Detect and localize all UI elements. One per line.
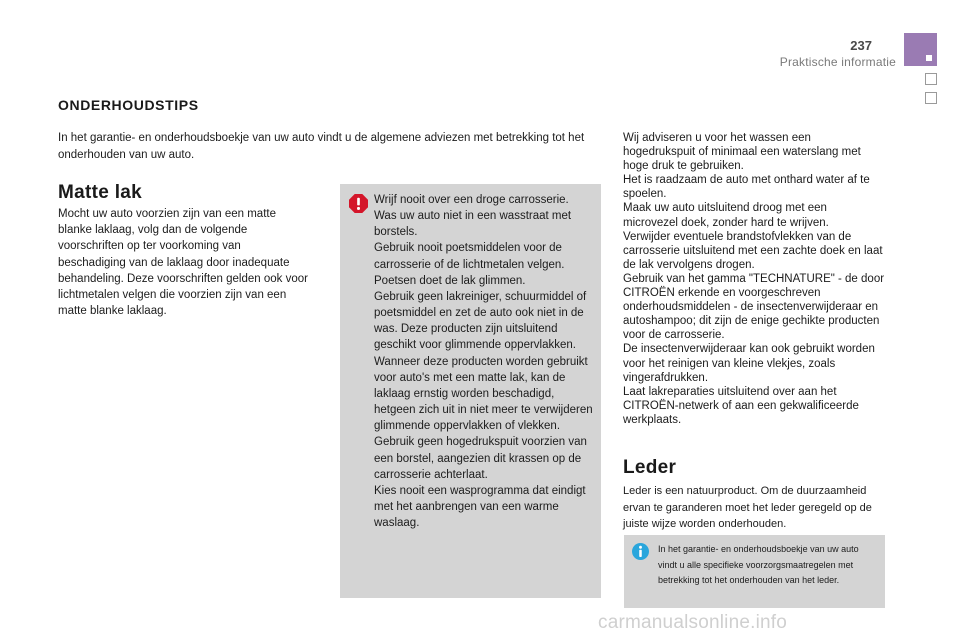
intro-paragraph: In het garantie- en onderhoudsboekje van uw auto vindt u de algemene adviezen met betrekking tot het onderhouden van uw auto. [58, 132, 585, 161]
matte-lak-heading: Matte lak [58, 182, 143, 203]
section-name: Praktische informatie [779, 55, 896, 69]
chapter-tab-active [904, 33, 937, 66]
matte-lak-paragraph: Mocht uw auto voorzien zijn van een matte blanke laklaag, volg dan de volgende voorschriften op ter voorkoming van beschadiging van de laklaag door inadequate behandeling. Deze voorschriften gelden ook voor lichtmetalen velgen die voorzien zijn van een matte blanke laklaag. [58, 208, 308, 318]
chapter-tab [925, 73, 937, 85]
chapter-tab [925, 92, 937, 104]
advice-line: Wij adviseren u voor het wassen een hogedrukspuit of minimaal een waterslang met hoge druk te gebruiken. [623, 132, 861, 173]
warning-line: Was uw auto niet in een wasstraat met borstels. [374, 210, 572, 239]
warning-line: Wrijf nooit over een droge carrosserie. [374, 194, 569, 206]
leder-paragraph: Leder is een natuurproduct. Om de duurzaamheid ervan te garanderen moet het leder geregeld op de juiste wijze worden onderhouden. [623, 485, 872, 530]
advice-line: Gebruik van het gamma "TECHNATURE" - de door CITROËN erkende en voorgeschreven onderhoudsmiddelen - de insectenverwijderaar en autoshampoo; dit zijn de enige gechikte producten voor de carrosserie. [623, 272, 885, 342]
advice-line: Laat lakreparaties uitsluitend over aan het CITROËN-netwerk of aan een gekwalificeerde werkplaats. [623, 385, 859, 426]
info-icon [632, 543, 649, 560]
warning-text [374, 192, 594, 531]
warning-line: Gebruik nooit poetsmiddelen voor de carrosserie of de lichtmetalen velgen. Poetsen doet de lak glimmen. [374, 242, 565, 287]
warning-line: Gebruik geen hogedrukspuit voorzien van een borstel, aangezien dit krassen op de carrosserie achterlaat. [374, 436, 587, 481]
warning-line: Gebruik geen lakreiniger, schuurmiddel of poetsmiddel en zet de auto ook niet in de was. Deze producten zijn uitsluitend geschikt voor glimmende oppervlakken. Wanneer deze producten worden gebruikt voor auto's met een matte lak, kan de laklaag ernstig worden beschadigd, hetgeen zich uit in niet meer te verwijderen glimmende oppervlakken of vlekken. [374, 290, 593, 433]
leder-heading: Leder [623, 457, 677, 478]
warning-icon [349, 194, 368, 213]
advice-line: Maak uw auto uitsluitend droog met een microvezel doek, zonder hard te wrijven. [623, 202, 829, 229]
washing-advice [623, 131, 885, 427]
watermark: carmanualsonline.info [598, 612, 788, 633]
warning-line: Kies nooit een wasprogramma dat eindigt met het aanbrengen van een warme waslaag. [374, 484, 586, 530]
page-title: ONDERHOUDSTIPS [58, 97, 199, 113]
advice-line: De insectenverwijderaar kan ook gebruikt worden voor het reinigen van kleine vlekjes, zoals vingerafdrukken. [623, 343, 875, 384]
info-note: In het garantie- en onderhoudsboekje van uw auto vindt u alle specifieke voorzorgsmaatregelen met betrekking tot het onderhouden van het leder. [658, 544, 859, 585]
page-number: 237 [850, 38, 872, 53]
advice-line: Het is raadzaam de auto met onthard water af te spoelen. [623, 174, 870, 201]
advice-line: Verwijder eventuele brandstofvlekken van de carrosserie uitsluitend met een zachte doek en laat de lak vervolgens drogen. [623, 230, 883, 271]
